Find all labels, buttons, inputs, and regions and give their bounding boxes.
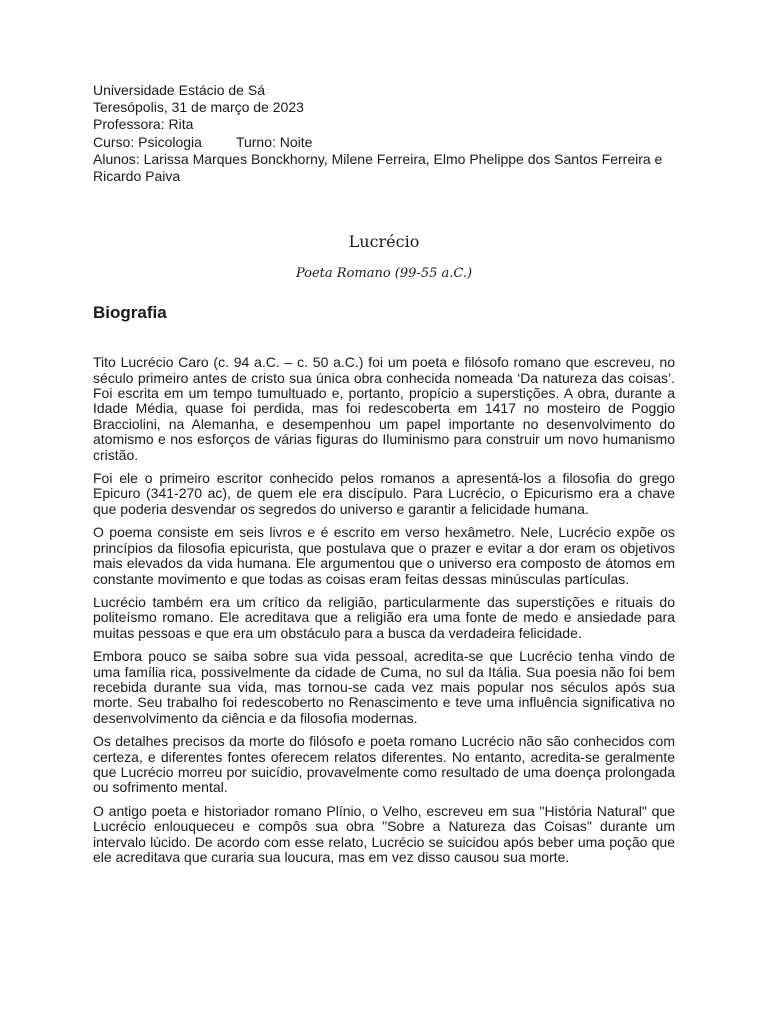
paragraph: Tito Lucrécio Caro (c. 94 a.C. – c. 50 a.C.) foi um poeta e filósofo romano que escreveu, no século primeiro antes de cristo sua única obra conhecida nomeada ‘Da natureza das coisas’. Foi escrita em um tempo tumultuado e, portanto, propício a superstições. A obra, durante a Idade Média, quase foi perdida, mas foi redescoberta em 1417 no mosteiro de Poggio Bracciolini, na Alemanha, e desempenhou um papel importante no desenvolvimento do atomismo e nos esforços de várias figuras do Iluminismo para construir um novo humanismo cristão.	[93, 354, 675, 463]
students-list: Alunos: Larissa Marques Bonckhorny, Milene Ferreira, Elmo Phelippe dos Santos Ferreira e Ricardo Paiva	[93, 150, 663, 185]
title-block	[93, 232, 675, 282]
university-name: Universidade Estácio de Sá	[93, 82, 265, 98]
paragraph: Foi ele o primeiro escritor conhecido pelos romanos a apresentá-los a filosofia do grego Epicuro (341-270 ac), de quem ele era discípulo. Para Lucrécio, o Epicurismo era a chave que poderia desvendar os segredos do universo e garantir a felicidade humana.	[93, 470, 675, 517]
document-subtitle: Poeta Romano (99-55 a.C.)	[295, 266, 473, 282]
document-header	[93, 82, 675, 185]
paragraph: O antigo poeta e historiador romano Plínio, o Velho, escreveu em sua "História Natural" que Lucrécio enlouqueceu e compôs sua obra "Sobre a Natureza das Coisas" durante um intervalo lúcido. De acordo com esse relato, Lucrécio se suicidou após beber uma poção que ele acreditava que curaria sua loucura, mas em vez disso causou sua morte.	[93, 802, 675, 865]
professor-name: Professora: Rita	[93, 116, 194, 133]
paragraph: Lucrécio também era um crítico da religião, particularmente das superstições e rituais do politeísmo romano. Ele acreditava que a religião era uma fonte de medo e ansiedade para muitas pessoas e que era um obstáculo para a busca da verdadeira felicidade.	[93, 593, 675, 641]
document-title: Lucrécio	[348, 232, 420, 252]
shift-label: Turno: Noite	[235, 133, 313, 150]
course-shift-line	[93, 134, 675, 151]
paragraph: Embora pouco se saiba sobre sua vida pessoal, acredita-se que Lucrécio tenha vindo de uma família rica, possivelmente da cidade de Cuma, no sul da Itália. Sua poesia não foi bem recebida durante sua vida, mas tornou-se cada vez mais popular nos séculos após sua morte. Seu trabalho foi redescoberto no Renascimento e teve uma influência significativa no desenvolvimento da ciência e da filosofia modernas.	[93, 648, 675, 726]
course-label: Curso: Psicologia	[93, 133, 202, 150]
biography-text	[93, 355, 675, 865]
paragraph: O poema consiste em seis livros e é escrito em verso hexâmetro. Nele, Lucrécio expõe os princípios da filosofia epicurista, que postulava que o prazer e evitar a dor eram os objetivos mais elevados da vida humana. Ele argumentou que o universo era composto de átomos em constante movimento e que todas as coisas eram feitas dessas minúsculas partículas.	[93, 524, 675, 587]
section-heading: Biografia	[93, 303, 167, 323]
document-page	[93, 82, 675, 873]
place-date: Teresópolis, 31 de março de 2023	[93, 99, 304, 116]
paragraph: Os detalhes precisos da morte do filósofo e poeta romano Lucrécio não são conhecidos com certeza, e diferentes fontes oferecem relatos diferentes. No entanto, acredita-se geralmente que Lucrécio morreu por suicídio, provavelmente como resultado de uma doença prolongada ou sofrimento mental.	[93, 733, 675, 796]
